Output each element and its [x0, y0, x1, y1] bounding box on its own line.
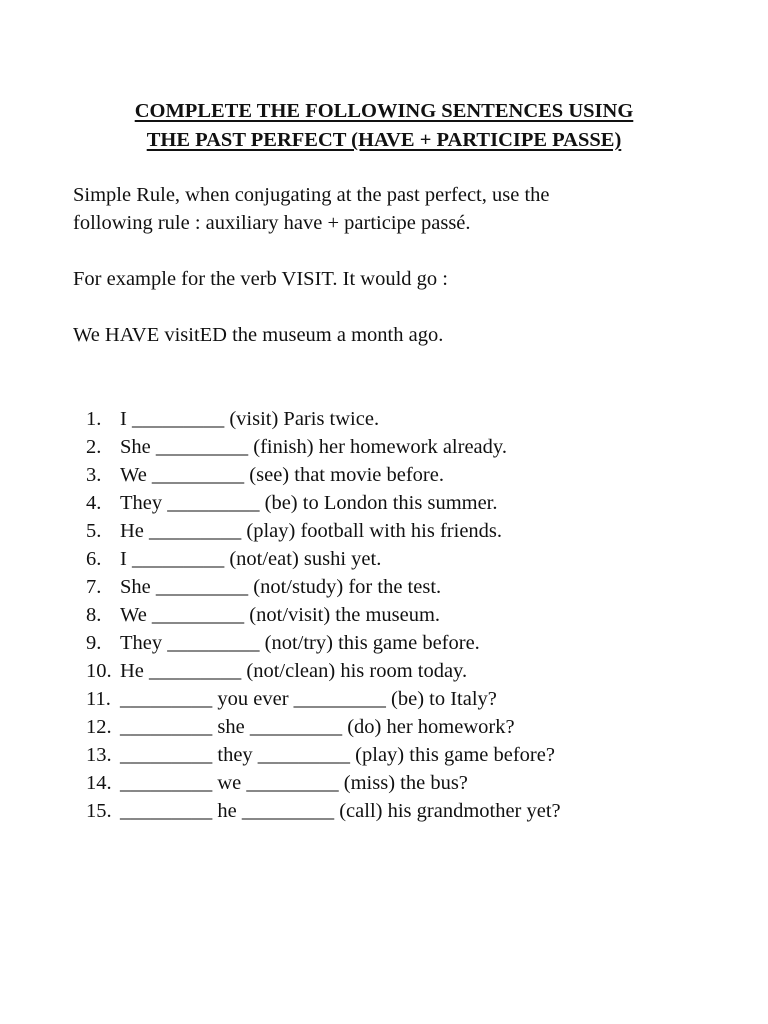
exercise-number: 4.	[86, 492, 102, 514]
exercise-item	[86, 769, 561, 797]
example-sentence: We HAVE visitED the museum a month ago.	[73, 324, 444, 346]
exercise-item	[86, 405, 561, 433]
exercise-number: 3.	[86, 464, 102, 486]
exercise-text: He _________ (play) football with his friends.	[120, 520, 503, 542]
exercise-item	[86, 713, 561, 741]
exercise-number: 1.	[86, 408, 102, 430]
exercise-text: I _________ (visit) Paris twice.	[120, 408, 380, 430]
exercise-text: I _________ (not/eat) sushi yet.	[120, 548, 382, 570]
exercise-item	[86, 573, 561, 601]
exercise-text: They _________ (be) to London this summer.	[120, 492, 498, 514]
example-intro: For example for the verb VISIT. It would go :	[73, 268, 448, 290]
exercise-item	[86, 657, 561, 685]
exercise-item	[86, 741, 561, 769]
rule-line-1: Simple Rule, when conjugating at the past perfect, use the	[73, 184, 550, 206]
exercise-number: 5.	[86, 520, 102, 542]
exercise-number: 6.	[86, 548, 102, 570]
exercise-text: We _________ (see) that movie before.	[120, 464, 444, 486]
exercise-item	[86, 517, 561, 545]
rule-line-2: following rule : auxiliary have + participe passé.	[73, 212, 471, 234]
exercise-text: _________ they _________ (play) this game before?	[120, 744, 555, 766]
exercise-text: We _________ (not/visit) the museum.	[120, 604, 441, 626]
exercise-list	[86, 405, 561, 825]
exercise-number: 11.	[86, 688, 111, 710]
exercise-item	[86, 433, 561, 461]
page-title	[0, 97, 768, 155]
exercise-item	[86, 489, 561, 517]
exercise-item	[86, 545, 561, 573]
exercise-number: 2.	[86, 436, 102, 458]
exercise-text: She _________ (finish) her homework already.	[120, 436, 507, 458]
exercise-text: He _________ (not/clean) his room today.	[120, 660, 468, 682]
exercise-text: She _________ (not/study) for the test.	[120, 576, 442, 598]
exercise-number: 14.	[86, 772, 112, 794]
exercise-text: _________ you ever _________ (be) to Italy?	[120, 688, 497, 710]
exercise-number: 13.	[86, 744, 112, 766]
title-line-1: COMPLETE THE FOLLOWING SENTENCES USING	[134, 100, 634, 122]
rule-paragraph	[73, 181, 713, 237]
exercise-text: They _________ (not/try) this game before.	[120, 632, 480, 654]
exercise-item	[86, 797, 561, 825]
exercise-item	[86, 601, 561, 629]
title-line-2: THE PAST PERFECT (HAVE + PARTICIPE PASSE)	[146, 129, 622, 151]
exercise-number: 15.	[86, 800, 112, 822]
exercise-text: _________ he _________ (call) his grandmother yet?	[120, 800, 561, 822]
exercise-number: 9.	[86, 632, 102, 654]
exercise-item	[86, 461, 561, 489]
exercise-number: 12.	[86, 716, 112, 738]
exercise-item	[86, 629, 561, 657]
exercise-number: 7.	[86, 576, 102, 598]
exercise-text: _________ she _________ (do) her homework?	[120, 716, 515, 738]
exercise-item	[86, 685, 561, 713]
exercise-number: 10.	[86, 660, 112, 682]
exercise-number: 8.	[86, 604, 102, 626]
exercise-text: _________ we _________ (miss) the bus?	[120, 772, 468, 794]
